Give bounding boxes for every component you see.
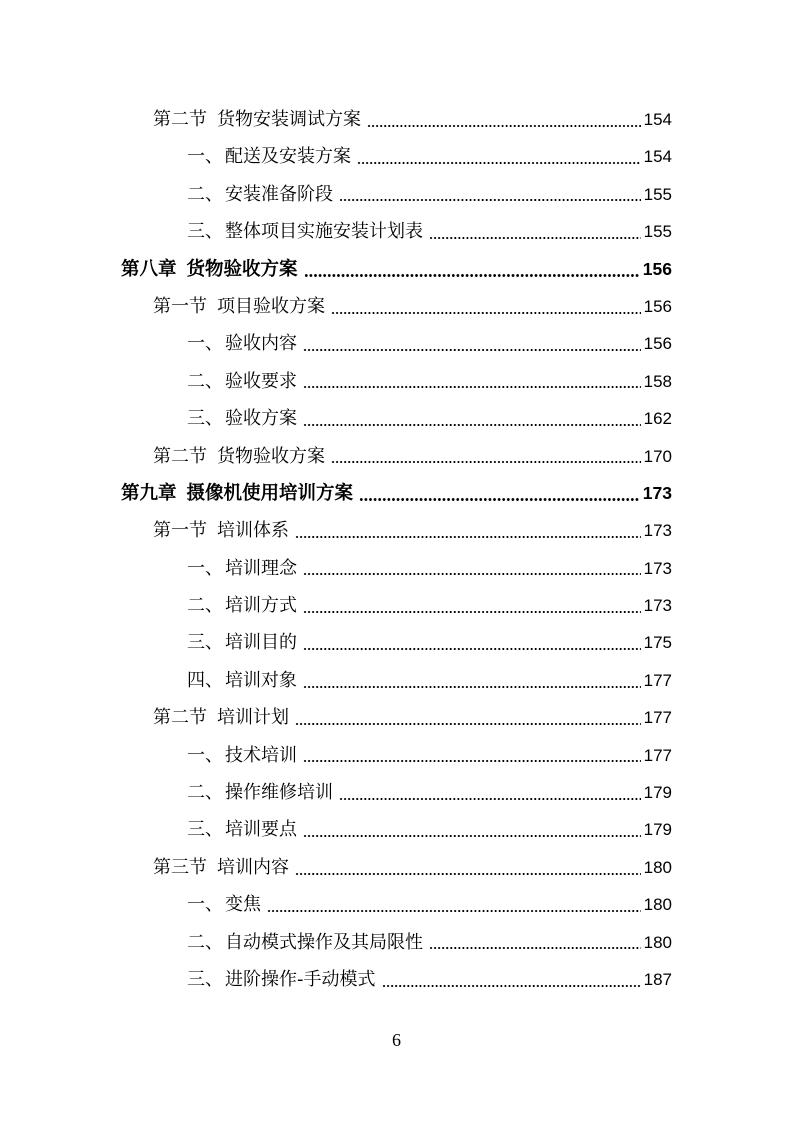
dot-leader (382, 985, 641, 987)
toc-entry-section[interactable] (0, 849, 793, 886)
toc-entry-chapter[interactable] (0, 251, 793, 288)
toc-entry-section[interactable] (0, 288, 793, 325)
toc-entry-number: 一、 (187, 894, 223, 916)
toc-entry-page: 177 (643, 670, 672, 690)
dot-leader (331, 312, 641, 314)
dot-leader (295, 723, 641, 725)
toc-entry-number: 四、 (187, 669, 223, 691)
dot-leader (295, 873, 641, 875)
toc-entry-title: 验收内容 (225, 333, 297, 355)
toc-entry-item[interactable] (0, 325, 793, 362)
toc-entry-section[interactable] (0, 438, 793, 475)
toc-entry-title: 货物验收方案 (217, 445, 325, 467)
toc-entry-page: 180 (643, 932, 672, 952)
toc-entry-item[interactable] (0, 213, 793, 250)
toc-entry-number: 一、 (187, 333, 223, 355)
toc-entry-page: 158 (643, 371, 672, 391)
toc-entry-item[interactable] (0, 774, 793, 811)
toc-entry-number: 二、 (187, 595, 223, 617)
toc-entry-number: 三、 (187, 408, 223, 430)
toc-entry-page: 170 (643, 446, 672, 466)
toc-entry-title: 验收方案 (225, 408, 297, 430)
toc-entry-number: 第二节 (153, 109, 207, 130)
toc-entry-number: 一、 (187, 744, 223, 766)
dot-leader (303, 760, 641, 762)
toc-entry-number: 第三节 (153, 856, 207, 878)
toc-entry-number: 二、 (187, 782, 223, 804)
toc-entry-page: 155 (643, 184, 672, 204)
toc-entry-title: 安装准备阶段 (225, 183, 333, 205)
toc-entry-page: 154 (643, 147, 672, 167)
toc-entry-page: 156 (643, 296, 672, 316)
toc-entry-number: 第二节 (153, 707, 207, 729)
dot-leader (304, 274, 640, 277)
toc-entry-page: 156 (643, 334, 672, 354)
toc-entry-title: 进阶操作-手动模式 (225, 968, 376, 990)
toc-entry-item[interactable] (0, 737, 793, 774)
toc-entry-section[interactable] (0, 512, 793, 549)
toc-entry-number: 一、 (187, 146, 223, 168)
toc-entry-title: 配送及安装方案 (225, 146, 351, 168)
toc-entry-page: 162 (643, 409, 672, 429)
toc-entry-page: 173 (643, 596, 672, 616)
toc-entry-item[interactable] (0, 587, 793, 624)
dot-leader (339, 199, 641, 201)
toc-entry-number: 二、 (187, 183, 223, 205)
dot-leader (303, 573, 641, 575)
table-of-contents (0, 101, 793, 998)
dot-leader (367, 125, 641, 127)
toc-entry-number: 一、 (187, 557, 223, 579)
toc-entry-number: 第八章 (121, 258, 177, 280)
toc-entry-title: 摄像机使用培训方案 (186, 482, 354, 504)
toc-entry-number: 第九章 (121, 482, 177, 504)
toc-entry-page: 155 (643, 222, 672, 242)
toc-entry-title: 培训理念 (225, 557, 297, 579)
toc-entry-title: 培训目的 (225, 632, 297, 654)
toc-entry-number: 三、 (187, 819, 223, 841)
dot-leader (303, 349, 641, 351)
toc-entry-page: 179 (643, 820, 672, 840)
toc-entry-page: 173 (643, 521, 672, 541)
toc-entry-number: 三、 (187, 221, 223, 243)
toc-entry-number: 二、 (187, 370, 223, 392)
page-number: 6 (392, 1030, 401, 1050)
toc-entry-title: 培训体系 (217, 520, 289, 542)
toc-entry-title: 培训计划 (217, 707, 289, 729)
toc-entry-item[interactable] (0, 886, 793, 923)
toc-entry-number: 三、 (187, 632, 223, 654)
toc-entry-number: 三、 (187, 968, 223, 990)
toc-entry-item[interactable] (0, 961, 793, 998)
toc-entry-item[interactable] (0, 811, 793, 848)
toc-entry-page: 180 (643, 857, 672, 877)
toc-entry-title: 货物安装调试方案 (217, 109, 361, 130)
toc-entry-section[interactable] (0, 699, 793, 736)
dot-leader (303, 648, 641, 650)
toc-entry-title: 培训内容 (217, 856, 289, 878)
toc-entry-item[interactable] (0, 138, 793, 175)
dot-leader (357, 162, 641, 164)
toc-entry-title: 培训对象 (225, 669, 297, 691)
toc-entry-item[interactable] (0, 924, 793, 961)
toc-entry-page: 154 (643, 110, 672, 129)
toc-entry-page: 173 (642, 482, 672, 503)
toc-entry-section[interactable] (0, 101, 793, 138)
toc-entry-title: 培训要点 (225, 819, 297, 841)
toc-entry-item[interactable] (0, 662, 793, 699)
toc-entry-title: 整体项目实施安装计划表 (225, 221, 423, 243)
toc-entry-page: 175 (643, 633, 672, 653)
toc-entry-page: 179 (643, 783, 672, 803)
dot-leader (303, 686, 641, 688)
dot-leader (303, 611, 641, 613)
dot-leader (359, 498, 640, 501)
dot-leader (303, 424, 641, 426)
toc-entry-page: 187 (643, 969, 672, 989)
toc-entry-title: 变焦 (225, 894, 261, 916)
dot-leader (429, 947, 641, 949)
toc-entry-page: 156 (642, 258, 672, 279)
toc-entry-item[interactable] (0, 624, 793, 661)
toc-entry-page: 180 (643, 895, 672, 915)
toc-entry-item[interactable] (0, 400, 793, 437)
toc-entry-title: 操作维修培训 (225, 782, 333, 804)
toc-entry-page: 173 (643, 558, 672, 578)
toc-entry-item[interactable] (0, 363, 793, 400)
dot-leader (429, 237, 641, 239)
toc-entry-item[interactable] (0, 176, 793, 213)
toc-entry-title: 货物验收方案 (186, 258, 298, 280)
toc-entry-title: 项目验收方案 (217, 295, 325, 317)
dot-leader (267, 910, 641, 912)
dot-leader (295, 536, 641, 538)
toc-entry-number: 第一节 (153, 520, 207, 542)
toc-entry-number: 第二节 (153, 445, 207, 467)
dot-leader (303, 386, 641, 388)
toc-entry-title: 验收要求 (225, 370, 297, 392)
toc-entry-page: 177 (643, 745, 672, 765)
toc-entry-item[interactable] (0, 550, 793, 587)
toc-entry-number: 第一节 (153, 295, 207, 317)
toc-entry-number: 二、 (187, 931, 223, 953)
toc-entry-title: 培训方式 (225, 595, 297, 617)
toc-entry-title: 自动模式操作及其局限性 (225, 931, 423, 953)
toc-entry-page: 177 (643, 708, 672, 728)
dot-leader (303, 835, 641, 837)
dot-leader (339, 798, 641, 800)
toc-entry-chapter[interactable] (0, 475, 793, 512)
toc-entry-title: 技术培训 (225, 744, 297, 766)
dot-leader (331, 461, 641, 463)
